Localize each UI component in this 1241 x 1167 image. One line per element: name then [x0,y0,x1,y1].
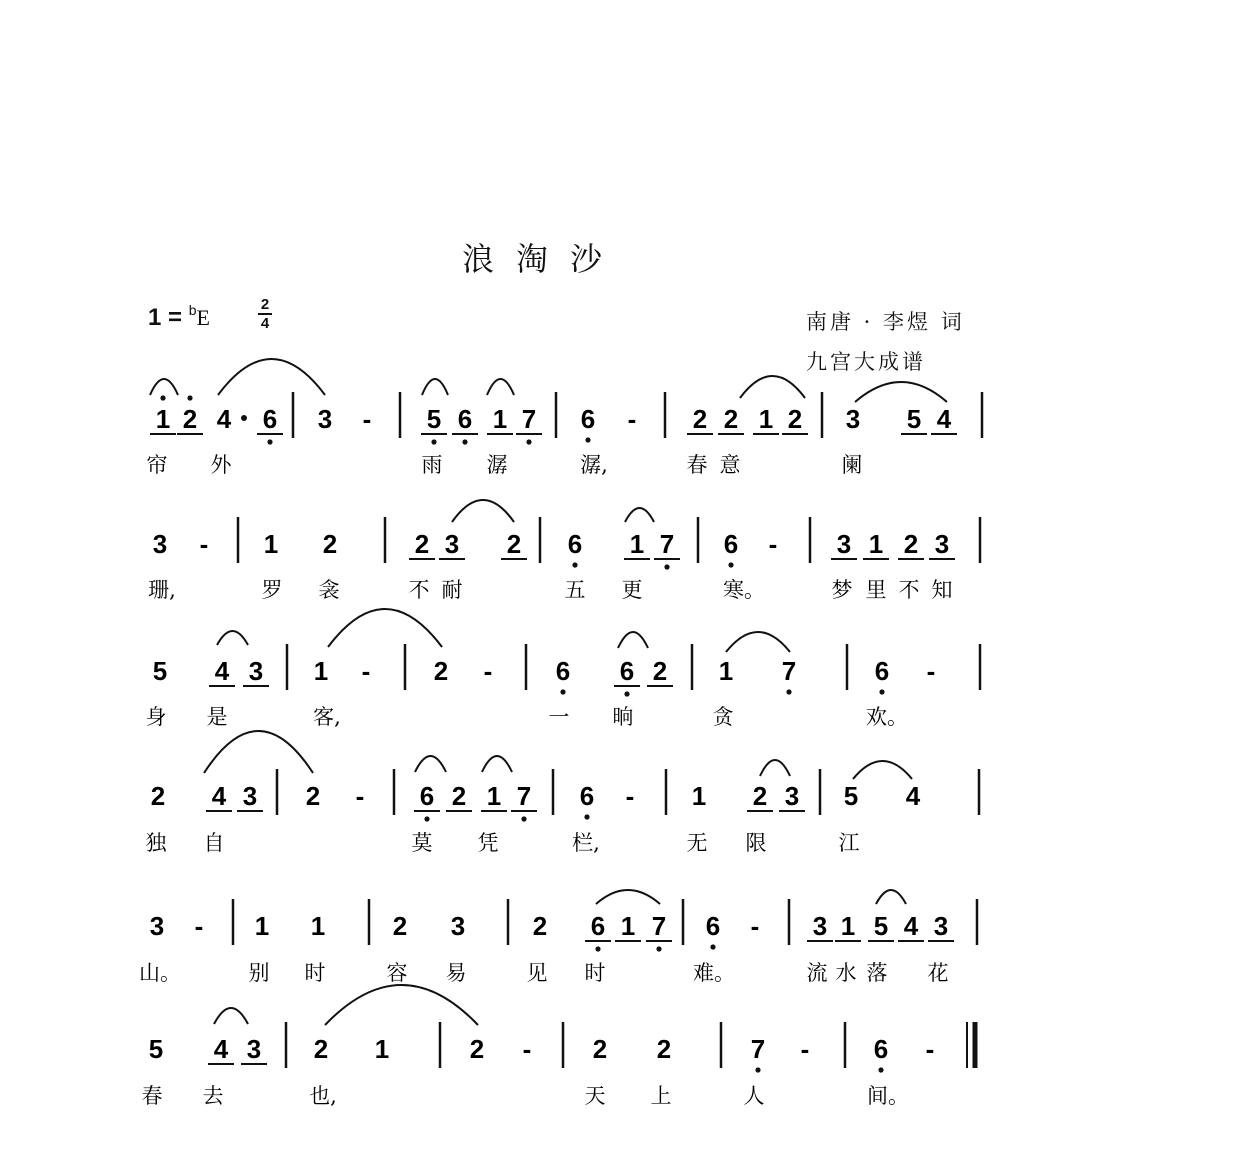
dash-sustain: - [926,656,936,686]
lyric-syllable: 不 [408,578,430,602]
lyric-syllable: 时 [584,961,606,985]
note: 2 [150,781,166,811]
lyric-syllable: 上 [650,1084,672,1108]
dash-sustain: - [627,404,637,434]
low-octave-dot [424,816,429,821]
low-octave-dot [786,689,791,694]
lyric-syllable: 贪 [712,705,734,729]
slur-arc [855,382,947,402]
lyric-syllable: 更 [621,578,643,602]
slur-arc [625,508,654,522]
lyric-syllable: 客, [313,705,341,729]
lyric-syllable: 珊, [148,578,176,602]
note: 6 [580,404,596,434]
lyric-syllable: 雨 [421,453,443,477]
dash-sustain: - [925,1034,935,1064]
low-octave-dot [728,562,733,567]
note: 6 [419,781,435,811]
note: 2 [532,911,548,941]
lyric-syllable: 五 [564,578,586,602]
note: 3 [246,1034,262,1064]
note: 2 [652,656,668,686]
lyric-syllable: 自 [203,831,225,855]
lyric-syllable: 难。 [693,961,735,985]
slur-arc [214,1008,248,1024]
lyric-syllable: 易 [445,961,467,985]
note: 3 [836,529,852,559]
lyric-syllable: 春 [141,1084,163,1108]
lyric-syllable: 一 [548,705,570,729]
note: 2 [451,781,467,811]
note: 4 [936,404,952,434]
lyric-syllable: 莫 [411,831,433,855]
slur-arc [487,379,514,395]
low-octave-dot [462,439,467,444]
note: 3 [845,404,861,434]
lyric-syllable: 意 [719,453,741,477]
note: 3 [242,781,258,811]
slur-arc [217,631,248,645]
note: 1 [691,781,707,811]
lyric-syllable: 梦 [831,578,853,602]
song-title: 浪淘沙 [462,240,625,278]
dotted-rhythm-dot [241,415,247,421]
note: 6 [705,911,721,941]
lyric-syllable: 是 [206,705,228,729]
note: 2 [903,529,919,559]
source-credit: 九宫大成谱 [806,350,926,374]
lyric-syllable: 去 [202,1084,224,1108]
note: 6 [457,404,473,434]
lyric-syllable: 凭 [477,831,499,855]
low-octave-dot [526,439,531,444]
low-octave-dot [624,691,629,696]
lyric-syllable: 知 [931,578,953,602]
slur-arc [328,609,442,647]
note: 1 [629,529,645,559]
note: 3 [317,404,333,434]
lyric-syllable: 水 [835,961,857,985]
note: 6 [590,911,606,941]
note: 5 [152,656,168,686]
high-octave-dot [187,395,192,400]
note: 2 [392,911,408,941]
lyric-syllable: 耐 [441,578,463,602]
note: 4 [216,404,232,434]
dash-sustain: - [483,656,493,686]
note: 4 [905,781,921,811]
note: 2 [433,656,449,686]
note: 6 [555,656,571,686]
lyric-syllable: 人 [743,1084,765,1108]
note: 2 [752,781,768,811]
note: 3 [784,781,800,811]
note: 4 [214,656,230,686]
note: 3 [444,529,460,559]
dash-sustain: - [750,911,760,941]
note: 2 [469,1034,485,1064]
low-octave-dot [521,816,526,821]
dash-sustain: - [361,656,371,686]
note: 7 [659,529,675,559]
note: 1 [155,404,171,434]
dash-sustain: - [362,404,372,434]
flat-sign: b [188,302,197,318]
slur-arc [876,890,906,904]
slur-arc [740,376,805,398]
note: 5 [843,781,859,811]
lyric-syllable: 阑 [841,453,863,477]
slur-arc [482,756,512,772]
note: 7 [750,1034,766,1064]
dash-sustain: - [199,529,209,559]
lyric-syllable: 花 [927,961,949,985]
note: 2 [414,529,430,559]
note: 1 [374,1034,390,1064]
dash-sustain: - [625,781,635,811]
high-octave-dot [160,395,165,400]
note: 5 [426,404,442,434]
lyric-syllable: 外 [210,453,232,477]
lyric-syllable: 晌 [612,705,634,729]
note: 3 [152,529,168,559]
key-letter: E [196,305,210,330]
dash-sustain: - [768,529,778,559]
note: 5 [148,1034,164,1064]
note: 1 [313,656,329,686]
note: 6 [873,1034,889,1064]
note: 2 [692,404,708,434]
low-octave-dot [879,689,884,694]
note: 1 [310,911,326,941]
low-octave-dot [560,689,565,694]
slur-arc [618,632,648,648]
slur-arc [218,359,325,395]
lyric-syllable: 潺, [580,453,608,477]
lyric-syllable: 春 [686,453,708,477]
slur-arc [204,731,313,773]
lyric-syllable: 帘 [146,453,168,477]
note: 2 [723,404,739,434]
note: 3 [933,911,949,941]
lyric-syllable: 栏, [572,831,600,855]
slur-arc [422,379,448,395]
note: 1 [868,529,884,559]
note: 7 [651,911,667,941]
lyric-syllable: 流 [806,961,828,985]
note: 7 [516,781,532,811]
note: 3 [149,911,165,941]
lyric-syllable: 潺 [486,453,508,477]
lyric-syllable: 独 [145,831,167,855]
low-octave-dot [656,946,661,951]
low-octave-dot [267,439,272,444]
slur-arc [452,500,514,522]
lyric-syllable: 身 [145,705,167,729]
note: 3 [812,911,828,941]
lyric-syllable: 无 [686,831,708,855]
low-octave-dot [710,944,715,949]
low-octave-dot [595,946,600,951]
note: 5 [873,911,889,941]
note: 2 [313,1034,329,1064]
note: 4 [211,781,227,811]
note: 2 [592,1034,608,1064]
time-signature-top: 2 [260,296,270,313]
key-prefix: 1 = [148,304,183,331]
low-octave-dot [584,814,589,819]
note: 3 [934,529,950,559]
note: 1 [486,781,502,811]
note: 1 [492,404,508,434]
lyric-syllable: 天 [584,1084,606,1108]
note: 1 [263,529,279,559]
dash-sustain: - [194,911,204,941]
low-octave-dot [585,437,590,442]
note: 4 [213,1034,229,1064]
lyric-syllable: 落 [866,961,888,985]
lyric-syllable: 容 [386,961,408,985]
low-octave-dot [431,439,436,444]
time-signature-bottom: 4 [260,315,270,332]
lyric-syllable: 欢。 [866,705,908,729]
lyric-syllable: 寒。 [723,578,765,602]
slur-arc [325,985,478,1025]
note: 6 [619,656,635,686]
slur-arc [853,761,912,779]
lyric-syllable: 江 [838,831,860,855]
note: 2 [182,404,198,434]
note: 1 [758,404,774,434]
note: 2 [787,404,803,434]
lyric-syllable: 不 [898,578,920,602]
dash-sustain: - [800,1034,810,1064]
slur-arc [150,379,178,395]
low-octave-dot [878,1067,883,1072]
note: 2 [322,529,338,559]
note: 1 [718,656,734,686]
low-octave-dot [755,1067,760,1072]
lyricist-credit: 南唐 · 李煜 词 [806,310,965,334]
note: 1 [620,911,636,941]
note: 4 [903,911,919,941]
lyric-syllable: 衾 [318,578,340,602]
note: 6 [579,781,595,811]
note: 3 [248,656,264,686]
lyric-syllable: 限 [745,831,767,855]
note: 6 [874,656,890,686]
slur-arc [415,756,446,772]
lyric-syllable: 里 [865,578,887,602]
lyric-syllable: 罗 [261,578,283,602]
note: 1 [254,911,270,941]
note: 2 [506,529,522,559]
note: 3 [450,911,466,941]
dash-sustain: - [522,1034,532,1064]
low-octave-dot [572,562,577,567]
lyric-syllable: 也, [309,1084,337,1108]
note: 6 [723,529,739,559]
note: 1 [840,911,856,941]
slur-arc [596,890,660,904]
low-octave-dot [664,564,669,569]
slur-arc [760,760,790,776]
note: 2 [305,781,321,811]
note: 5 [906,404,922,434]
lyric-syllable: 时 [304,961,326,985]
lyric-syllable: 间。 [867,1084,909,1108]
note: 2 [656,1034,672,1064]
lyric-syllable: 别 [248,961,270,985]
note: 6 [567,529,583,559]
dash-sustain: - [355,781,365,811]
lyric-syllable: 见 [526,961,548,985]
lyric-syllable: 山。 [139,961,181,985]
note: 6 [262,404,278,434]
slur-arc [726,632,790,652]
note: 7 [781,656,797,686]
note: 7 [521,404,537,434]
